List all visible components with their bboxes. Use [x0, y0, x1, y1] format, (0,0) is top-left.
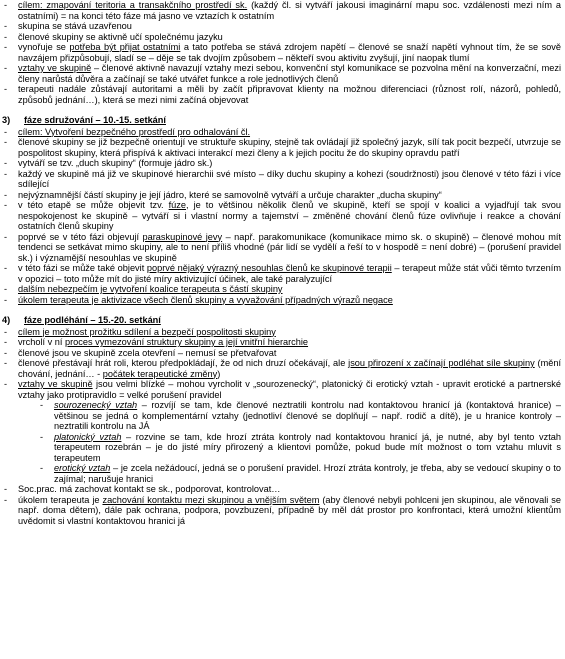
list-item-text: poprvé nějaký výrazný nesouhlas členů ke skupinové terapii — [146, 263, 392, 273]
list-item — [0, 348, 565, 359]
section-3-heading — [0, 115, 565, 126]
list-item-text: skupina se stává uzavřenou — [18, 21, 132, 31]
section-4-list — [0, 327, 565, 401]
list-item — [0, 263, 565, 284]
list-item — [0, 379, 565, 400]
list-item-text: , je to většinou několik členů ve skupině, kteří se spojí v koalici a vyjadřují tak svou nespokojenost ke skupině – vytváří si i vlastní normy a tajemství – změněné chování členů fúze ovlivňuje i reakce a chování ostatních členů skupiny — [18, 200, 561, 231]
sub-list-item — [0, 400, 565, 432]
list-item-text: a tato potřeba se stává zdrojem napětí – členové se snaží napětí vyhnout tím, že se sově navzájem přizpůsobují, sladí se – děje se tak dvojím způsobem – někteří svou aktivitu zvyšují, jiní naopak tlumí — [18, 42, 561, 63]
sub-list-item — [0, 432, 565, 464]
sub-item-text: – je zcela nežádoucí, jedná se o porušení pravidel. Hrozí ztráta kontroly, je třeba, aby se vedoucí skupiny o to zajímal; narušuje hranici — [54, 463, 562, 484]
list-item — [0, 484, 565, 495]
section-4-number: 4) — [2, 315, 11, 325]
list-item — [0, 21, 565, 32]
list-item-text: Soc.prac. má zachovat kontakt se sk., podporovat, kontrolovat… — [18, 484, 281, 494]
list-item-text: jsou přirození x začínají podléhat síle skupiny — [348, 358, 535, 368]
list-item-text: – terapeut může stát vůči těmto tvrzením v opozici – toto může mít do jisté míry aktivizující účinek, ale také paralyzující — [18, 263, 561, 284]
list-item-text: každý ve skupině má již ve skupinové hierarchii své místo – díky duchu skupiny a kohezi (soudržnosti) jsou členové v této fázi i více sdílející — [18, 168, 561, 189]
list-item-text: ) — [217, 368, 221, 379]
list-item-text: členové skupiny se již bezpečně orientují ve struktuře skupiny, stejně tak ovládají již společný jazyk, sílí tak pocit bezpečí, utvrzuje se pospolitost skupiny, která přispívá k aktivaci interakcí mezi členy a k jejich pocitu že do skupiny opravdu patří — [18, 137, 561, 158]
list-item — [0, 358, 565, 379]
list-item-text: vynořuje se — [18, 42, 70, 52]
list-item-text: paraskupinové jevy — [142, 231, 223, 242]
section-2-tail-list — [0, 0, 565, 105]
section-4-list-continued — [0, 484, 565, 526]
section-4-title: fáze podléhání – 15.-20. setkání — [24, 315, 161, 325]
list-item-text: – členové aktivně navazují vztahy mezi sebou, konvenční styl komunikace se pozvolna mění na konverzační, mezi členy narůstá důvěra a začínají se také utvářet funkce a role jednotlivých členů — [18, 63, 561, 84]
bullet-dash: - — [4, 126, 8, 137]
bullet-dash: - — [4, 158, 8, 168]
list-item — [0, 495, 565, 527]
list-item — [0, 284, 565, 295]
list-item — [0, 158, 565, 169]
section-3-title: fáze sdružování – 10.-15. setkání — [24, 115, 166, 125]
list-item — [0, 295, 565, 306]
list-item-text: počátek terapeutické změny — [102, 368, 218, 379]
bullet-dash: - — [4, 63, 8, 73]
bullet-dash: - — [4, 168, 8, 179]
list-item-text: cílem je možnost prožitku sdílení a bezpečí pospolitosti skupiny — [18, 326, 276, 337]
sub-item-text: – rozvíjí se tam, kde členové neztratili kontrolu nad kontaktovou hranicí já (kontaktová hranice) – většinou se jedná o komplementární vztahy (jednotliví členové se doplňují – např. rodič a dítě), je u hranice kontroly – neztratili kontrolu na JÁ — [54, 400, 561, 431]
list-item-text: vztahy ve skupině — [18, 379, 93, 389]
list-item-text: úkolem terapeuta je aktivizace všech členů skupiny a vyvažování případných výrazů negace — [18, 294, 393, 305]
list-item-text: členové jsou ve skupině zcela otevření – nemusí se přetvařovat — [18, 347, 277, 358]
sub-list-item — [0, 463, 565, 484]
list-item — [0, 42, 565, 63]
list-item — [0, 327, 565, 338]
list-item-text: (aby členové nebyli pohlceni jen skupinou, ale věnovali se např. doma dětem), dále pak ochrana, podpora, povzbuzení, případně by měl dát prostor pro konfrontaci, která umožní klientům uvědomit si vlastní kontaktovou hranici já — [18, 494, 562, 526]
list-item-text: potřeba být přijat ostatními — [69, 42, 181, 52]
list-item — [0, 337, 565, 348]
bullet-dash: - — [4, 284, 8, 294]
bullet-dash: - — [4, 231, 8, 242]
list-item-text: cílem: Vytvoření bezpečného prostředí pro odhalování čl. — [18, 126, 251, 137]
bullet-dash: - — [4, 347, 8, 358]
list-item-text: terapeuti nadále zůstávají autoritami a měli by začít připravovat klienty na možnou diferenciaci (různost rolí, názorů, pohledů, způsobů jednání…), která se mezi nimi začíná objevovat — [18, 84, 561, 105]
sub-item-text: – rozvine se tam, kde hrozí ztráta kontroly nad kontaktovou hranicí já, je nutné, aby byl tento vztah terapeutem rozebrán – je do jisté míry přirozený a klientovi pomůže, pokud bude mít možnost o tom vztahu mluvit s terapeutem — [54, 431, 561, 463]
section-3-list — [0, 127, 565, 306]
list-item-text: vytváří se tzv. „duch skupiny“ (formuje jádro sk.) — [18, 158, 213, 168]
list-item — [0, 190, 565, 201]
sub-item-label: sourozenecký vztah — [54, 400, 138, 410]
bullet-dash: - — [4, 42, 8, 52]
list-item-text: cílem: zmapování teritoria a transakčního prostředí sk. — [18, 0, 248, 10]
list-item-text: úkolem terapeuta je — [18, 494, 103, 505]
list-item-text: – např. parakomunikace (komunikace mimo sk. o skupině) – členové mohou mít tendenci se setkávat mimo skupiny, ale to není příliš vhodné (pár lidí se vydělí a řeší to v hospodě = není dobré) – (porušení pravidel sk.) i významější nesouhlas ve skupině — [18, 231, 562, 263]
list-item-text: vrcholí v ní — [18, 337, 65, 347]
bullet-dash: - — [40, 431, 44, 442]
list-item-text: členové přestávají hrát roli, kterou předpokládají, že od nich druzí očekávají, ale — [18, 358, 349, 368]
list-item-text: (každý čl. si vytváří jakousi imaginární mapu soc. vzdálenosti mezi ním a ostatními) = na konci této fáze má jasno ve vztazích k ostatním — [18, 0, 562, 21]
bullet-dash: - — [4, 137, 8, 147]
bullet-dash: - — [4, 189, 8, 200]
section-4-sub-list — [0, 400, 565, 484]
bullet-dash: - — [4, 337, 8, 347]
list-item — [0, 63, 565, 84]
bullet-dash: - — [4, 21, 8, 31]
bullet-dash: - — [4, 358, 8, 368]
bullet-dash: - — [4, 0, 8, 10]
bullet-dash: - — [4, 84, 8, 94]
list-item — [0, 232, 565, 264]
bullet-dash: - — [4, 494, 8, 505]
bullet-dash: - — [4, 263, 8, 273]
list-item-text: proces vymezování struktury skupiny a její vnitřní hierarchie — [64, 337, 309, 347]
list-item-text: poprvé se v této fázi objevují — [18, 231, 143, 242]
list-item-text: (mění chování, jednání… - — [18, 358, 561, 379]
list-item-text: dalším nebezpečím je vytvoření koalice terapeuta s částí skupiny — [18, 284, 283, 294]
bullet-dash: - — [40, 400, 44, 410]
bullet-dash: - — [4, 31, 8, 42]
list-item-text: fúze — [168, 200, 186, 210]
bullet-dash: - — [4, 379, 8, 389]
list-item — [0, 32, 565, 43]
list-item-text: v této etapě se může objevit tzv. — [18, 200, 169, 210]
list-item-text: zachování kontaktu mezi skupinou a vnějším světem — [102, 494, 320, 505]
list-item-text: v této fázi se může také objevit — [18, 263, 147, 273]
list-item-text: jsou velmi blízké – mohou vyrcholit v „sourozenecký“, platonický či erotický vztah - upravit erotické a partnerské vztahy jako protipravidlo = velké porušení pravidel — [18, 379, 561, 400]
sub-item-label: erotický vztah — [54, 463, 111, 473]
list-item-text: členové skupiny se aktivně učí společnému jazyku — [18, 31, 223, 42]
list-item — [0, 169, 565, 190]
bullet-dash: - — [40, 463, 44, 473]
list-item-text: nejvýznamnější částí skupiny je její jádro, které se samovolně vytváří a určuje charakter „ducha skupiny“ — [18, 189, 442, 200]
list-item-text: vztahy ve skupině — [18, 63, 92, 73]
list-item — [0, 84, 565, 105]
list-item — [0, 200, 565, 232]
bullet-dash: - — [4, 294, 8, 305]
bullet-dash: - — [4, 484, 8, 494]
list-item — [0, 0, 565, 21]
section-3-number: 3) — [2, 115, 11, 125]
list-item — [0, 127, 565, 138]
list-item — [0, 137, 565, 158]
bullet-dash: - — [4, 200, 8, 210]
bullet-dash: - — [4, 326, 8, 337]
sub-item-label: platonický vztah — [54, 431, 122, 442]
section-4-heading — [0, 315, 565, 326]
